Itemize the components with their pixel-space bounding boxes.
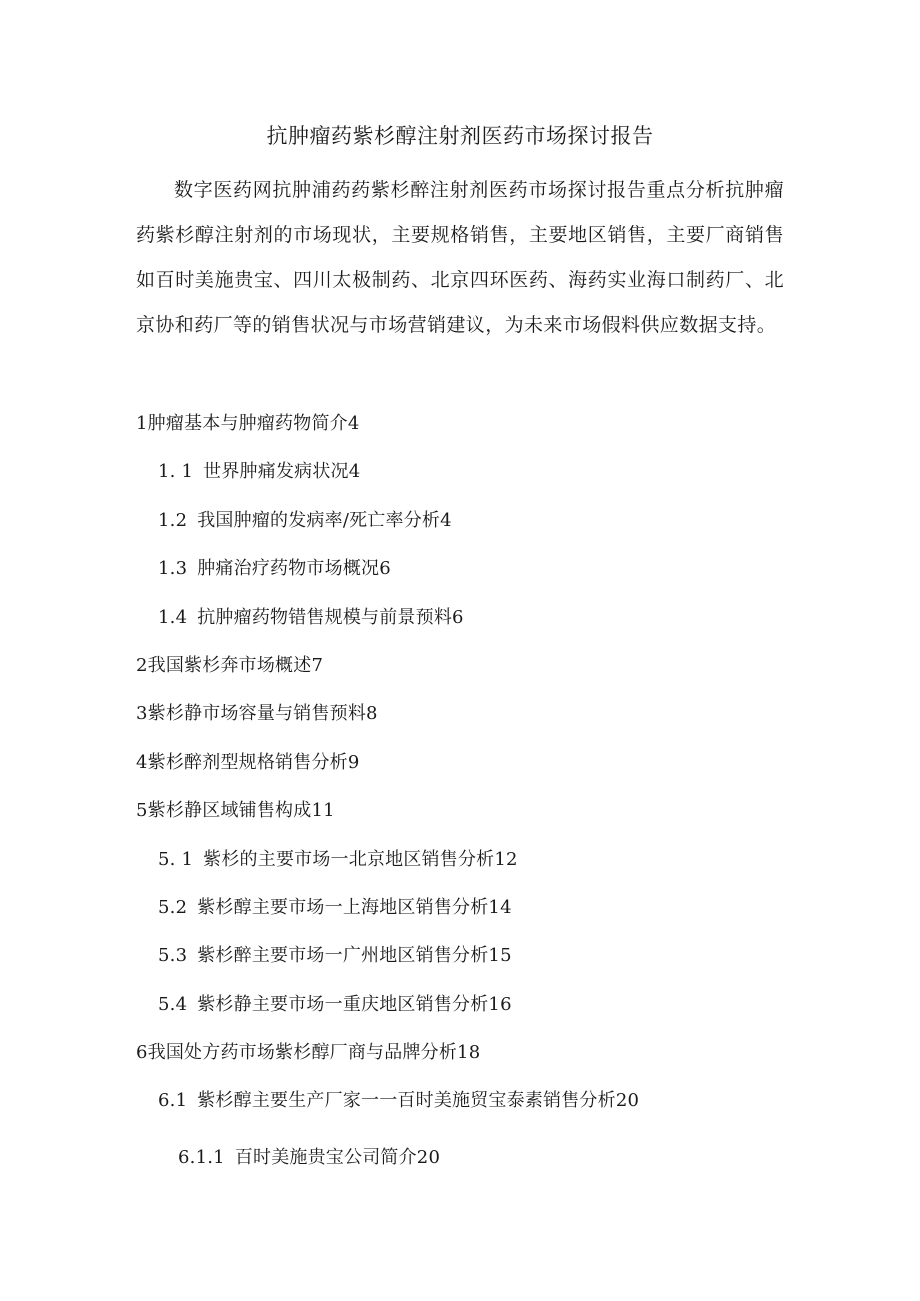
toc-item — [0, 941, 920, 989]
toc-text: 紫杉静主要市场一重庆地区销售分析16 — [197, 993, 512, 1015]
toc-text: 紫杉静市场容量与销售预料8 — [147, 703, 378, 725]
toc-item — [0, 651, 920, 699]
toc-item — [0, 990, 920, 1038]
toc-item — [0, 1038, 920, 1086]
toc-text: 紫杉醇主要市场一上海地区销售分析14 — [197, 896, 512, 918]
toc-text: 紫杉醉剂型规格销售分析9 — [147, 751, 360, 773]
toc-text: 世界肿痛发病状况4 — [203, 461, 361, 483]
toc-text: 紫杉醉主要市场一广州地区销售分析15 — [197, 945, 512, 967]
toc-text: 我国紫杉奔市场概述7 — [147, 654, 324, 676]
toc-item — [0, 845, 920, 893]
toc-text: 百时美施贵宝公司简介20 — [234, 1146, 441, 1168]
toc-text: 肿瘤基本与肿瘤药物简介4 — [147, 413, 360, 434]
toc-item — [0, 1086, 920, 1134]
toc-item — [0, 457, 920, 505]
document-title: 抗肿瘤药紫杉醇注射剂医药市场探讨报告 — [266, 124, 654, 148]
toc-number: 5. 1 — [158, 848, 194, 870]
intro-paragraph: 数字医药网抗肿浦药药紫杉醉注射剂医药市场探讨报告重点分析抗肿瘤药紫杉醇注射剂的市场现状，主要规格销售，主要地区销售，主要厂商销售如百时美施贵宝、四川太极制药、北京四环医药、海药实业海口制药厂、北京协和药厂等的销售状况与市场营销建议，为未来市场假料供应数据支持。 — [136, 179, 784, 336]
toc-text: 肿痛治疗药物市场概况6 — [197, 558, 391, 580]
toc-number: 6.1.1 — [178, 1146, 225, 1168]
toc-number: 1.4 — [158, 606, 188, 628]
toc-number: 1. 1 — [158, 461, 194, 483]
toc-number: 1.2 — [158, 509, 188, 531]
toc-number: 4 — [136, 751, 148, 773]
toc-text: 紫杉静区域铺售构成11 — [147, 800, 335, 822]
toc-item — [0, 409, 920, 457]
toc-item — [0, 748, 920, 796]
toc-item — [0, 554, 920, 602]
toc-number: 3 — [136, 703, 148, 725]
toc-item — [0, 1143, 920, 1191]
toc-number: 5.4 — [158, 993, 188, 1015]
toc-item — [0, 506, 920, 554]
toc-number: 1.3 — [158, 558, 188, 580]
toc-item — [0, 699, 920, 747]
toc-text: 我国肿瘤的发病率/死亡率分析4 — [197, 509, 452, 531]
toc-number: 1 — [136, 413, 148, 434]
toc-text: 紫杉醇主要生产厂家一一百时美施贸宝泰素销售分析20 — [197, 1090, 640, 1112]
toc-number: 5.3 — [158, 945, 188, 967]
toc-text: 我国处方药市场紫杉醇厂商与品牌分析18 — [147, 1042, 481, 1064]
toc-item — [0, 893, 920, 941]
table-of-contents — [0, 409, 920, 1191]
toc-text: 抗肿瘤药物错售规模与前景预料6 — [197, 606, 464, 628]
toc-item — [0, 796, 920, 844]
toc-number: 6 — [136, 1042, 148, 1064]
toc-number: 5 — [136, 800, 148, 822]
toc-number: 5.2 — [158, 896, 188, 918]
toc-number: 2 — [136, 654, 148, 676]
toc-text: 紫杉的主要市场一北京地区销售分析12 — [203, 848, 518, 870]
toc-number: 6.1 — [158, 1090, 188, 1112]
toc-item — [0, 603, 920, 651]
